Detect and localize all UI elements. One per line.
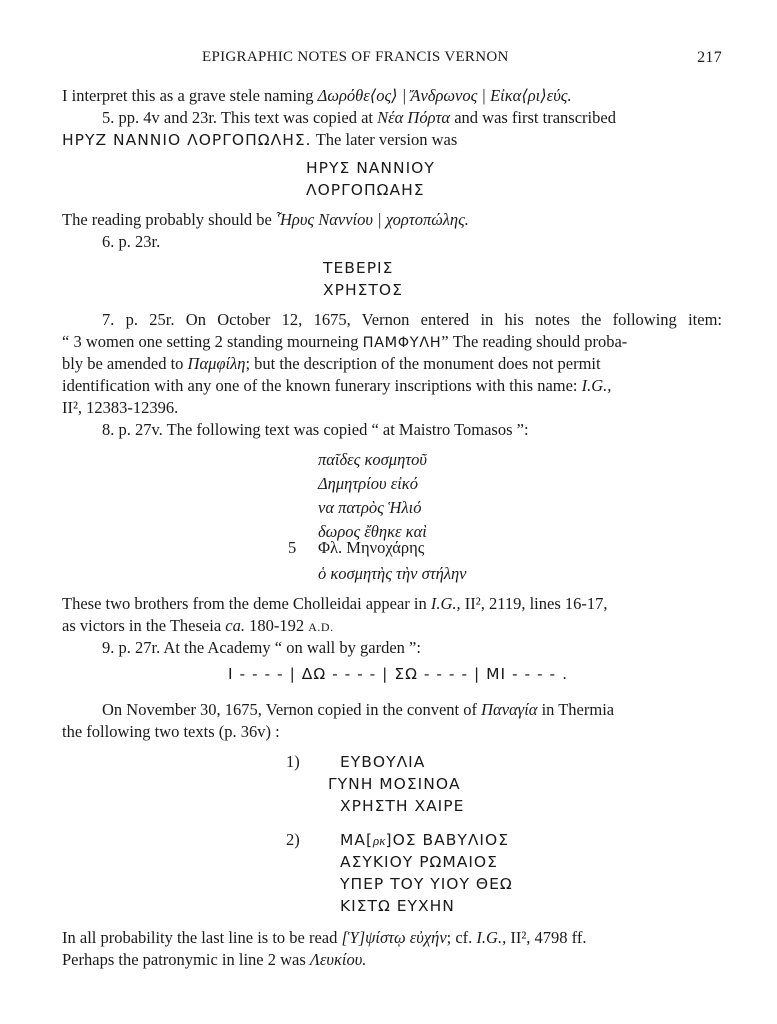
item-5-line-2 [62,130,457,150]
text-number: 1) [286,752,300,771]
text-run: 5. pp. 4v and 23r. This text was copied at [102,108,378,127]
inscription-line: Ι - - - - | ΔΩ - - - - | ΣΩ - - - - | ΜΙ - - - - . [228,665,569,683]
inscription-transcription: ΗΡΥΖ ΝΑΝΝΙΟ ΛΟΡΓΟΠΩΛΗΣ. [62,131,312,149]
greek-text: ρκ [373,833,386,848]
greek-text: Νέα Πόρτα [377,108,451,127]
reference: I.G., [430,594,461,613]
reading-line [62,210,469,230]
greek-text: Λευκίου. [309,950,367,969]
text-run: The reading probably should be [62,210,276,229]
text-run: II², 2119, lines 16-17, [460,594,608,613]
inscription-line: ΓΥΝΗ ΜΟΣΙΝΟΑ [328,775,461,793]
inscription-line: ΧΡΗΣΤΟΣ [323,281,403,299]
november-line-2: the following two texts (p. 36v) : [62,722,280,741]
text-run: In all probability the last line is to be read [62,928,342,947]
item-7-line-1: 7. p. 25r. On October 12, 1675, Vernon entered in his notes the following item: [102,310,722,329]
text-run: I interpret this as a grave stele naming [62,86,318,105]
verse-line: παῖδες κοσμητοῦ [318,450,428,469]
text-run: ]ΟΣ ΒΑΒΥΛΙΟΣ [385,831,509,849]
text-run: as victors in the Theseia [62,616,226,635]
text-run: The later version was [311,130,458,149]
greek-text: Παμφίλη [187,354,246,373]
paragraph-line [62,86,572,106]
item-7-line-5: II², 12383-12396. [62,398,179,417]
text-run: 180-192 [244,616,309,635]
verse-line: ὁ κοσμητὴς τὴν στήλην [318,564,467,583]
inscription-line: ΗΡΥΣ ΝΑΝΝΙΟΥ [306,159,435,177]
text-run: ” The reading should proba- [441,332,628,351]
item-7-line-2 [62,332,627,353]
inscription-line: ΧΡΗΣΤΗ ΧΑΙΡΕ [340,797,465,815]
reference: I.G., [581,376,612,395]
text-run: in Thermia [537,700,615,719]
text-run: identification with any one of the known funerary inscriptions with this name: [62,376,582,395]
verse-line: Φλ. Μηνοχάρης [318,538,425,557]
inscription-line: ΚΙΣΤΩ ΕΥΧΗΝ [340,897,455,915]
item-7-line-3 [62,354,601,374]
item-7-line-4 [62,376,611,396]
greek-text: Παναγία [481,700,538,719]
item-9-label: 9. p. 27r. At the Academy “ on wall by garden ”: [102,638,421,657]
text-run: ca. [225,616,245,635]
greek-text: [Ὑ]ψίστῳ εὐχήν [341,928,447,947]
greek-text: Δωρόθε⟨ος⟩ | Ἄνδρωνος | Εἰκα⟨ρι⟩εύς. [317,86,572,105]
inscription-line: ΕΥΒΟΥΛΙΑ [340,753,426,771]
reference: I.G., [476,928,507,947]
text-run: II², 4798 ff. [506,928,587,947]
brothers-line-2 [62,616,334,637]
inscription-transcription: ΠΑΜΦΥΛΗ [362,335,442,351]
november-line-1 [102,700,614,720]
text-run: and was first transcribed [450,108,616,127]
line-number: 5 [288,538,297,557]
text-run: “ 3 women one setting 2 standing mourneing [62,332,363,351]
conclusion-line-2 [62,950,366,970]
text-run: ; but the description of the monument does not permit [245,354,601,373]
greek-text: Ἧρυς Ναννίου | χορτοπώλης. [275,210,469,229]
running-title: EPIGRAPHIC NOTES OF FRANCIS VERNON [202,49,509,65]
item-8-label: 8. p. 27v. The following text was copied “ at Maistro Tomasos ”: [102,420,529,439]
item-6-label: 6. p. 23r. [102,232,161,251]
text-run: Perhaps the patronymic in line 2 was [62,950,310,969]
verse-line: να πατρὸς Ἡλιό [318,498,422,517]
conclusion-line-1 [62,928,586,948]
text-run: bly be amended to [62,354,188,373]
inscription-line: ΤΕΒΕΡΙΣ [323,259,394,277]
text-run: ΜΑ[ [340,831,374,849]
inscription-line [340,830,509,851]
inscription-line: ΛΟΡΓΟΠΩΑΗΣ [306,181,425,199]
text-run: A.D. [308,620,334,634]
running-header [62,49,722,71]
page-number: 217 [697,49,722,66]
item-5-line-1 [102,108,616,128]
verse-line: δωρος ἔθηκε καὶ [318,522,427,541]
inscription-line: ΥΠΕΡ ΤΟΥ ΥΙΟΥ ΘΕΩ [340,875,513,893]
text-run: These two brothers from the deme Cholleidai appear in [62,594,431,613]
verse-line: Δημητρίου εἰκό [318,474,418,493]
text-number: 2) [286,830,300,849]
text-run: ; cf. [446,928,477,947]
brothers-line-1 [62,594,608,614]
text-run: On November 30, 1675, Vernon copied in the convent of [102,700,482,719]
inscription-line: ΑΣΥΚΙΟΥ ΡΩΜΑΙΟΣ [340,853,498,871]
